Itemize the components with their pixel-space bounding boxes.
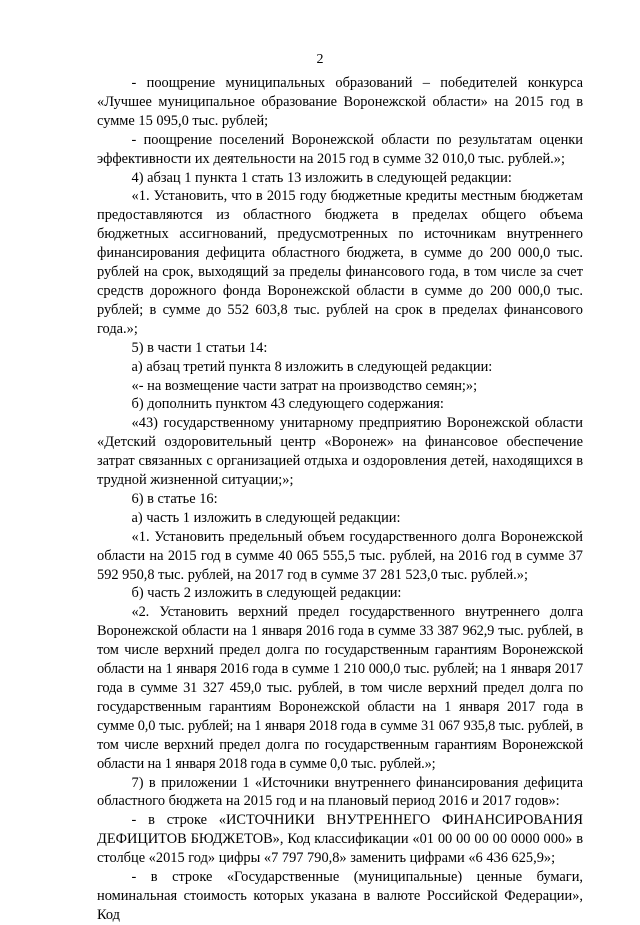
paragraph-incentive-settlements: - поощрение поселений Воронежской области по результатам оценки эффективности их деятельности на 2015 год в сумме 32 010,0 тыс. рублей.»; bbox=[97, 131, 583, 167]
paragraph-item-6a: а) часть 1 изложить в следующей редакции: bbox=[131, 509, 401, 526]
paragraph-debt-upper-limit: «2. Установить верхний предел государственного внутреннего долга Воронежской области на 1 января 2016 года в сумме 33 387 962,9 тыс. рублей, в том числе верхний предел долга по государственным гарантиям Воронежской области на 1 января 2016 года в сумме 1 210 000,0 тыс. рублей; на 1 января 2017 года в сумме 31 327 459,0 тыс. рублей, в том числе верхний предел долга по государственным гарантиям Воронежской области на 1 января 2017 года в сумме 0,0 тыс. рублей; на 1 января 2018 года в сумме 31 067 935,8 тыс. рублей, в том числе верхний предел долга по государственным гарантиям Воронежской области на 1 января 2018 года в сумме 0,0 тыс. рублей.»; bbox=[97, 604, 583, 772]
page-number: 2 bbox=[316, 52, 324, 67]
paragraph-budget-credits: «1. Установить, что в 2015 году бюджетные кредиты местным бюджетам предоставляются из областного бюджета в пределах общего объема бюджетных ассигнований, предусмотренных по источникам внутреннего финансирования дефицита областного бюджета, в сумме до 200 000,0 тыс. рублей на срок, выходящий за пределы финансового года, в том числе за счет средств дорожного фонда Воронежской области в сумме до 200 000,0 тыс. рублей; в сумме до 552 603,8 тыс. рублей на срок в пределах финансового года.»; bbox=[97, 188, 583, 337]
paragraph-incentive-municipalities: - поощрение муниципальных образований – победителей конкурса «Лучшее муниципальное образование Воронежской области» на 2015 год в сумме 15 095,0 тыс. рублей; bbox=[97, 75, 583, 129]
paragraph-item-7: 7) в приложении 1 «Источники внутреннего финансирования дефицита областного бюджета на 2015 год и на плановый период 2016 и 2017 годов»: bbox=[97, 774, 583, 810]
paragraph-item-5b: б) дополнить пунктом 43 следующего содержания: bbox=[131, 396, 444, 413]
paragraph-debt-limit: «1. Установить предельный объем государственного долга Воронежской области на 2015 год в сумме 40 065 555,5 тыс. рублей, на 2016 год в сумме 37 592 950,8 тыс. рублей, на 2017 год в сумме 37 281 523,0 тыс. рублей.»; bbox=[97, 528, 583, 583]
paragraph-row-sources: - в строке «ИСТОЧНИКИ ВНУТРЕННЕГО ФИНАНСИРОВАНИЯ ДЕФИЦИТОВ БЮДЖЕТОВ», Код классификации «01 00 00 00 00 0000 000» в столбце «2015 год» цифры «7 797 790,8» заменить цифрами «6 436 625,9»; bbox=[97, 812, 583, 867]
document-body bbox=[97, 74, 583, 925]
paragraph-point-43: «43) государственному унитарному предприятию Воронежской области «Детский оздоровительный центр «Воронеж» на финансовое обеспечение затрат связанных с организацией отдыха и оздоровления детей, находящихся в трудной жизненной ситуации;»; bbox=[97, 415, 583, 489]
paragraph-item-6: 6) в статье 16: bbox=[131, 490, 218, 507]
paragraph-item-5: 5) в части 1 статьи 14: bbox=[131, 339, 268, 356]
paragraph-item-6b: б) часть 2 изложить в следующей редакции: bbox=[131, 585, 402, 602]
paragraph-item-4: 4) абзац 1 пункта 1 стать 13 изложить в следующей редакции: bbox=[131, 169, 512, 186]
paragraph-seed-costs: «- на возмещение части затрат на производство семян;»; bbox=[131, 377, 478, 394]
paragraph-item-5a: а) абзац третий пункта 8 изложить в следующей редакции: bbox=[131, 358, 493, 375]
paragraph-row-securities: - в строке «Государственные (муниципальные) ценные бумаги, номинальная стоимость которых указана в валюте Российской Федерации», Код bbox=[97, 869, 583, 923]
